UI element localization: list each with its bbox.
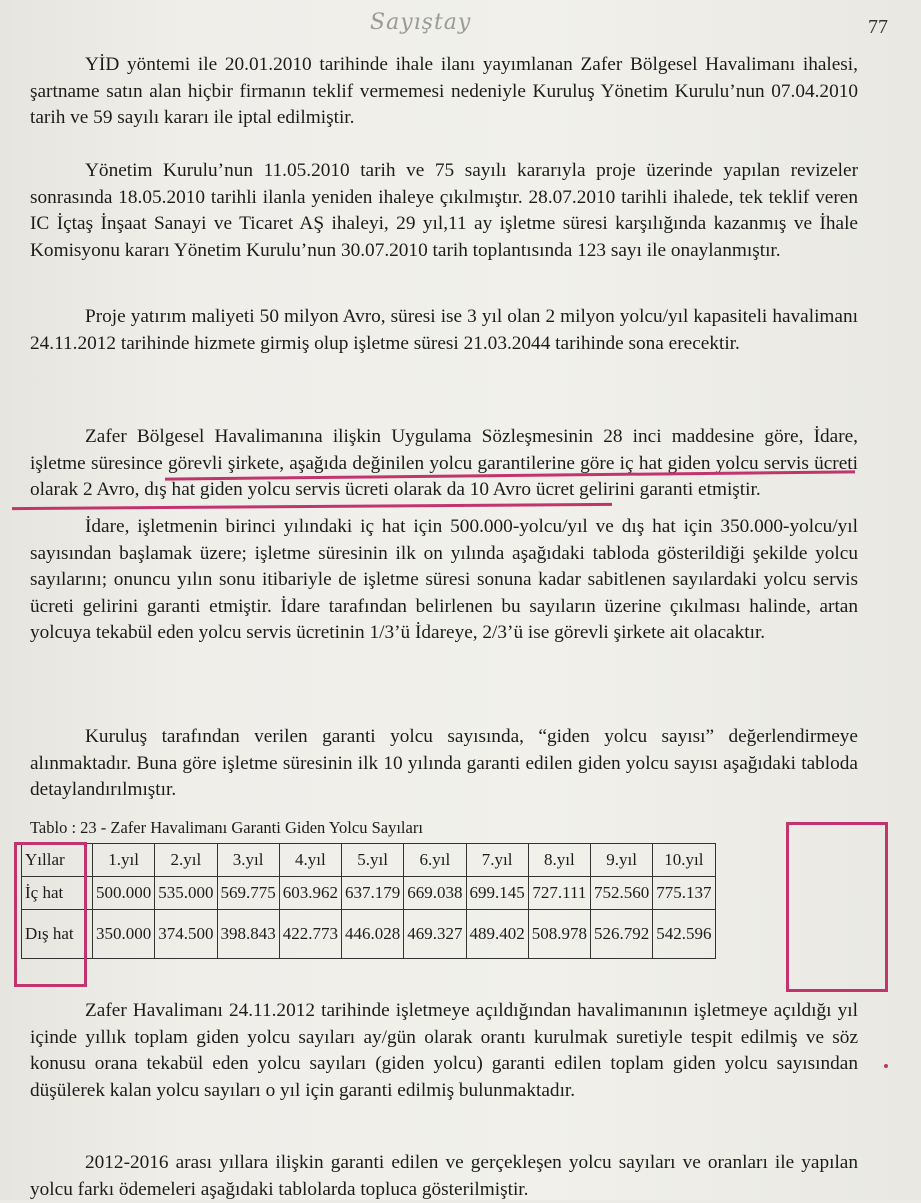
table-cell: 569.775 — [217, 877, 279, 910]
table-cell: 508.978 — [528, 910, 590, 959]
row-label-dis-hat: Dış hat — [22, 910, 93, 959]
table-row-ic-hat — [22, 877, 716, 910]
year-header-10: 10.yıl — [653, 844, 715, 877]
page-number: 77 — [868, 16, 888, 38]
year-header-9: 9.yıl — [591, 844, 653, 877]
row-label-ic-hat: İç hat — [22, 877, 93, 910]
passenger-guarantee-table — [21, 843, 716, 959]
table-header-label: Yıllar — [22, 844, 93, 877]
year-header-2: 2.yıl — [155, 844, 217, 877]
table-cell: 752.560 — [591, 877, 653, 910]
year-header-1: 1.yıl — [93, 844, 155, 877]
table-cell: 727.111 — [528, 877, 590, 910]
table-cell: 669.038 — [404, 877, 466, 910]
year-header-5: 5.yıl — [342, 844, 404, 877]
paragraph-1: YİD yöntemi ile 20.01.2010 tarihinde ihale ilanı yayımlanan Zafer Bölgesel Havalimanı ihalesi, şartname satın alan hiçbir firmanın teklif vermemesi nedeniyle Kuruluş Yönetim Kurulu’nun 07.04.2010 tarih ve 59 sayılı kararı ile iptal edilmiştir. — [30, 54, 858, 128]
year-header-4: 4.yıl — [279, 844, 341, 877]
paragraph-8: 2012-2016 arası yıllara ilişkin garanti edilen ve gerçekleşen yolcu sayıları ve oranları ile yapılan yolcu farkı ödemeleri aşağıdaki tablolarda topluca gösterilmiştir. — [30, 1152, 858, 1200]
highlight-box-labels — [14, 842, 87, 987]
table-cell: 446.028 — [342, 910, 404, 959]
highlight-box-year-10 — [786, 822, 888, 992]
table-cell: 469.327 — [404, 910, 466, 959]
paragraph-2: Yönetim Kurulu’nun 11.05.2010 tarih ve 75 sayılı kararıyla proje üzerinde yapılan revizeler sonrasında 18.05.2010 tarihli ilanla yeniden ihaleye çıkılmıştır. 28.07.2010 tarihli ihalede, tek teklif veren IC İçtaş İnşaat Sanayi ve Ticaret AŞ ihaleyi, 29 yıl,11 ay işletme süresi karşılığında kazanmış ve İhale Komisyonu kararı Yönetim Kurulu’nun 30.07.2010 tarih toplantısında 123 sayı ile onaylanmıştır. — [30, 160, 858, 261]
year-header-7: 7.yıl — [466, 844, 528, 877]
table-cell: 374.500 — [155, 910, 217, 959]
table-row-dis-hat — [22, 910, 716, 959]
table-cell: 535.000 — [155, 877, 217, 910]
table-cell: 350.000 — [93, 910, 155, 959]
highlight-underline-2 — [12, 503, 612, 510]
header-title: Sayıştay — [370, 10, 472, 35]
paragraph-4: Zafer Bölgesel Havalimanına ilişkin Uygulama Sözleşmesinin 28 inci maddesine göre, İdare, işletme süresince görevli şirkete, aşağıda değinilen yolcu garantilerine göre iç hat giden yolcu servis ücreti olarak 2 Avro, dış hat giden yolcu servis ücreti olarak da 10 Avro ücret gelirini garanti etmiştir. — [30, 426, 858, 500]
page-header — [0, 8, 921, 48]
table-cell: 775.137 — [653, 877, 715, 910]
year-header-3: 3.yıl — [217, 844, 279, 877]
paragraph-5: İdare, işletmenin birinci yılındaki iç hat için 500.000-yolcu/yıl ve dış hat için 350.000-yolcu/yıl sayısından başlamak üzere; işletme süresinin ilk on yılında aşağıdaki tabloda gösterildiği şekilde yolcu sayılarını; onuncu yılın sonu itibariyle de işletme süresi sonuna kadar sabitlenen sayılardaki yolcu servis ücreti gelirini garanti etmiştir. İdare tarafından belirlenen bu sayıların üzerine çıkılması halinde, artan yolcuya tekabül eden yolcu servis ücretinin 1/3’ü İdareye, 2/3’ü ise görevli şirkete ait olacaktır. — [30, 516, 858, 643]
table-header-row — [22, 844, 716, 877]
table-cell: 526.792 — [591, 910, 653, 959]
table-cell: 422.773 — [279, 910, 341, 959]
paragraph-6: Kuruluş tarafından verilen garanti yolcu sayısında, “giden yolcu sayısı” değerlendirmeye alınmaktadır. Buna göre işletme süresinin ilk 10 yılında garanti edilen giden yolcu sayısı aşağıdaki tabloda detaylandırılmıştır. — [30, 726, 858, 800]
table-cell: 637.179 — [342, 877, 404, 910]
paragraph-3: Proje yatırım maliyeti 50 milyon Avro, süresi ise 3 yıl olan 2 milyon yolcu/yıl kapasiteli havalimanı 24.11.2012 tarihinde hizmete girmiş olup işletme süresi 21.03.2044 tarihinde sona erecektir. — [30, 306, 858, 354]
table-cell: 603.962 — [279, 877, 341, 910]
table-caption: Tablo : 23 - Zafer Havalimanı Garanti Giden Yolcu Sayıları — [30, 818, 423, 837]
annotation-dot — [884, 1064, 888, 1068]
paragraph-7: Zafer Havalimanı 24.11.2012 tarihinde işletmeye açıldığından havalimanının işletmeye açıldığı yıl içinde yıllık toplam giden yolcu sayıları ay/gün olarak orantı kurulmak suretiyle tespit edilmiş ve söz konusu orana tekabül eden yolcu sayıları (giden yolcu) garanti edilen toplam giden yolcu sayısından düşülerek kalan yolcu sayıları o yıl için garanti edilmiş bulunmaktadır. — [30, 1000, 858, 1101]
year-header-8: 8.yıl — [528, 844, 590, 877]
table-cell: 398.843 — [217, 910, 279, 959]
table-cell: 489.402 — [466, 910, 528, 959]
table-cell: 542.596 — [653, 910, 715, 959]
year-header-6: 6.yıl — [404, 844, 466, 877]
table-cell: 699.145 — [466, 877, 528, 910]
table-cell: 500.000 — [93, 877, 155, 910]
